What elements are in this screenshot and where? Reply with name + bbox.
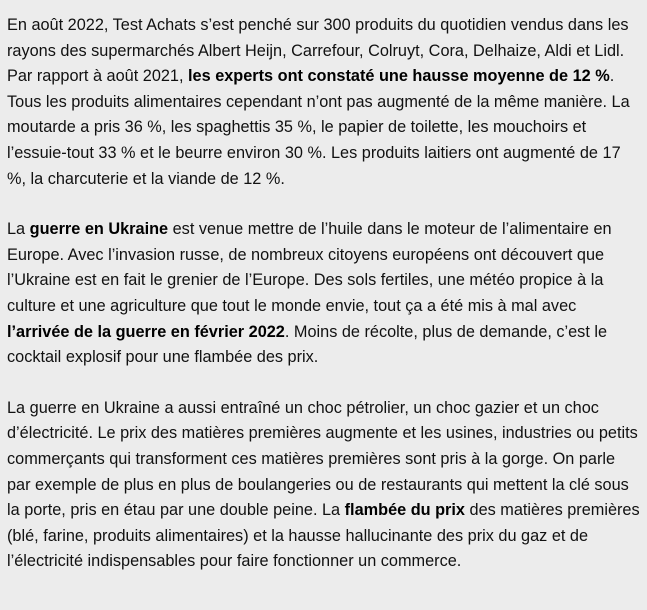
paragraph-text: . Tous les produits alimentaires cependant n’ont pas augmenté de la même manière. La moutarde a pris 36 %, les spaghettis 35 %, le papier de toilette, les mouchoirs et l’essuie-tout 33 % et le beurre environ 30 %. Les produits laitiers ont augmenté de 17 %, la charcuterie et la viande de 12 %. xyxy=(7,67,630,188)
paragraph-text: est venue mettre de l’huile dans le moteur de l’alimentaire en Europe. Avec l’invasion russe, de nombreux citoyens européens ont découvert que l’Ukraine est en fait le grenier de l’Europe. Des sols fertiles, une météo propice à la culture et une agriculture que tout le monde envie, tout ça a été mis à mal avec xyxy=(7,220,612,315)
paragraph-test-achats xyxy=(7,13,640,192)
highlight-ukraine-war: guerre en Ukraine xyxy=(29,220,169,239)
paragraph-text: En août 2022, Test Achats s’est penché sur 300 produits du quotidien vendus dans les rayons des supermarchés Albert Heijn, Carrefour, Colruyt, Cora, Delhaize, Aldi et Lidl. Par rapport à août 2021, xyxy=(7,16,629,86)
highlight-average-increase: les experts ont constaté une hausse moyenne de 12 % xyxy=(188,67,610,86)
paragraph-energy-shock xyxy=(7,396,640,575)
paragraph-text: La xyxy=(7,220,30,239)
paragraph-text: . Moins de récolte, plus de demande, c’est le cocktail explosif pour une flambée des prix. xyxy=(7,322,608,367)
paragraph-text: des matières premières (blé, farine, produits alimentaires) et la hausse hallucinante des prix du gaz et de l’électricité indispensables pour faire fonctionner un commerce. xyxy=(7,501,640,571)
highlight-war-arrival: l’arrivée de la guerre en février 2022 xyxy=(7,322,285,341)
highlight-price-surge: flambée du prix xyxy=(344,501,465,520)
paragraph-text: La guerre en Ukraine a aussi entraîné un choc pétrolier, un choc gazier et un choc d’électricité. Le prix des matières premières augmente et les usines, industries ou petits commerçants qui transforment ces matières premières sont pris à la gorge. On parle par exemple de plus en plus de boulangeries ou de restaurants qui mettent la clé sous la porte, pris en étau par une double peine. La xyxy=(7,398,638,520)
paragraph-ukraine-war xyxy=(7,217,640,371)
